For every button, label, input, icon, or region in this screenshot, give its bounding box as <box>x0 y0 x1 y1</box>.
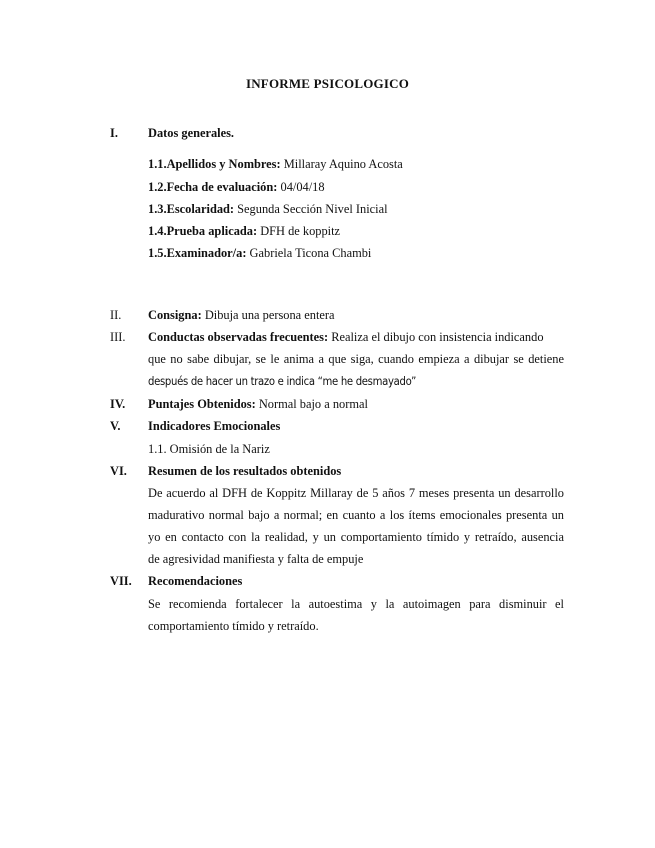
section-1-heading: Datos generales. <box>148 126 235 140</box>
section-5-number: V. <box>110 419 121 433</box>
field-label: 1.1.Apellidos y Nombres: <box>148 157 281 171</box>
field-label: 1.3.Escolaridad: <box>148 202 235 216</box>
section-3-number: III. <box>110 330 126 344</box>
field-escolaridad <box>148 201 388 217</box>
consigna-label: Consigna: <box>148 308 202 322</box>
section-2-number: II. <box>110 308 122 322</box>
conductas-value: Realiza el dibujo con insistencia indicando <box>328 330 544 344</box>
field-examinador <box>148 245 371 261</box>
section-7-heading: Recomendaciones <box>148 574 243 588</box>
conductas-label: Conductas observadas frecuentes: <box>148 330 329 344</box>
section-1-number: I. <box>110 126 118 140</box>
section-6-line-1: De acuerdo al DFH de Koppitz Millaray de 5 años 7 meses presenta un desarrollo <box>148 486 564 500</box>
puntajes-value: Normal bajo a normal <box>255 397 368 411</box>
section-6-line-3: yo en contacto con la realidad, y un comportamiento tímido y retraído, ausencia <box>148 530 564 544</box>
field-fecha <box>148 179 325 195</box>
field-value: 04/04/18 <box>277 180 325 194</box>
section-7-number: VII. <box>110 574 132 588</box>
field-apellidos <box>148 156 403 172</box>
section-3-line-2: que no sabe dibujar, se le anima a que siga, cuando empieza a dibujar se detiene <box>148 352 564 366</box>
puntajes-label: Puntajes Obtenidos: <box>148 397 256 411</box>
section-2-consigna <box>148 307 335 323</box>
section-6-number: VI. <box>110 464 127 478</box>
field-value: Millaray Aquino Acosta <box>280 157 403 171</box>
section-7-line-1: Se recomienda fortalecer la autoestima y la autoimagen para disminuir el <box>148 597 564 611</box>
field-label: 1.2.Fecha de evaluación: <box>148 180 278 194</box>
section-7-line-2: comportamiento tímido y retraído. <box>148 619 319 633</box>
document-title: INFORME PSICOLOGICO <box>245 76 410 91</box>
field-label: 1.4.Prueba aplicada: <box>148 224 258 238</box>
section-4-puntajes <box>148 396 368 412</box>
field-prueba <box>148 223 340 239</box>
field-value: Segunda Sección Nivel Inicial <box>234 202 388 216</box>
section-5-item: 1.1. Omisión de la Nariz <box>148 442 270 456</box>
field-value: Gabriela Ticona Chambi <box>246 246 372 260</box>
section-6-line-2: madurativo normal bajo a normal; en cuanto a los ítems emocionales presenta un <box>148 508 564 522</box>
field-label: 1.5.Examinador/a: <box>148 246 247 260</box>
consigna-value: Dibuja una persona entera <box>201 308 335 322</box>
section-5-heading: Indicadores Emocionales <box>148 419 281 433</box>
section-6-line-4: de agresividad manifiesta y falta de empuje <box>148 552 364 566</box>
section-6-heading: Resumen de los resultados obtenidos <box>148 464 342 478</box>
field-value: DFH de koppitz <box>257 224 341 238</box>
section-3-line-3: después de hacer un trazo e indica “me he desmayado” <box>148 375 416 388</box>
section-4-number: IV. <box>110 397 126 411</box>
section-3-line-1 <box>148 329 544 345</box>
